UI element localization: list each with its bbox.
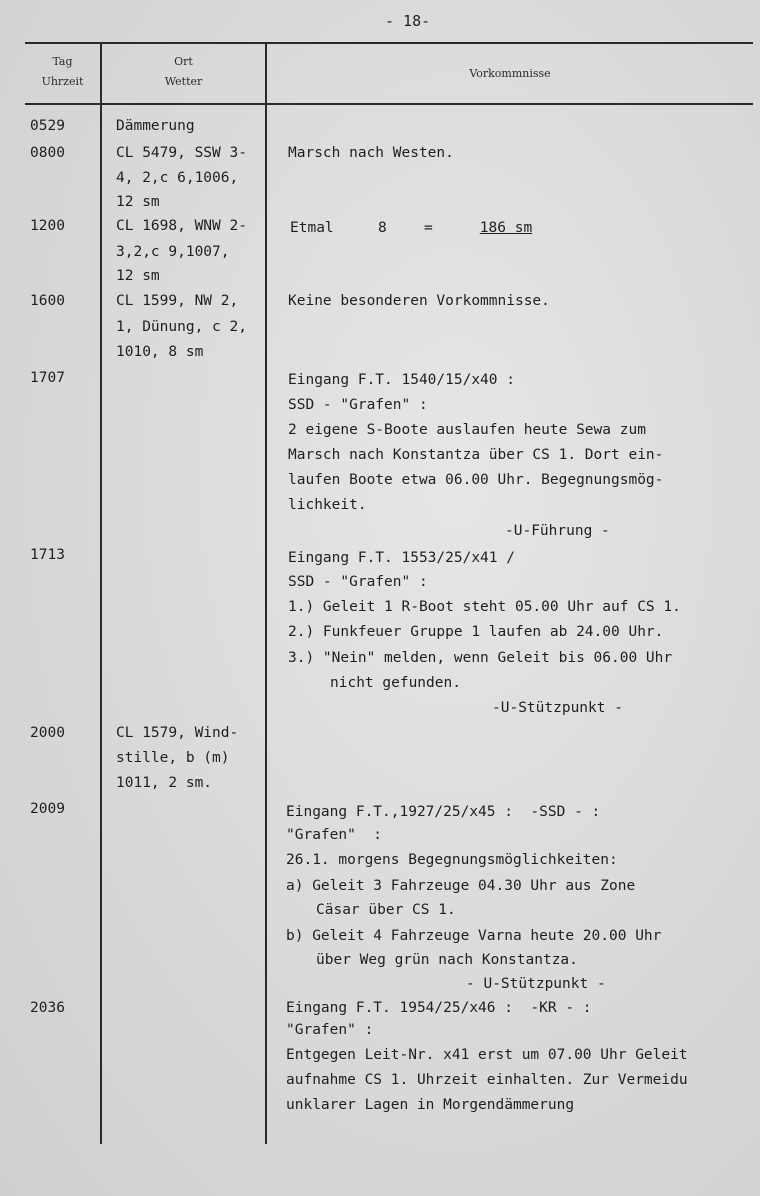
row-event: 1.) Geleit 1 R-Boot steht 05.00 Uhr auf CS 1. bbox=[288, 599, 681, 615]
row-event: SSD - "Grafen" : bbox=[288, 574, 428, 590]
header-col-events: Vorkommnisse bbox=[469, 67, 551, 80]
etmal-equals: = bbox=[424, 220, 433, 236]
row-event: Eingang F.T. 1553/25/x41 / bbox=[288, 550, 515, 566]
row-time: 1600 bbox=[30, 293, 65, 309]
row-event: Entgegen Leit-Nr. x41 erst um 07.00 Uhr Geleit bbox=[286, 1047, 688, 1063]
row-time: 0800 bbox=[30, 145, 65, 161]
row-weather: CL 1698, WNW 2- bbox=[116, 218, 247, 234]
table-header-rule bbox=[25, 103, 753, 105]
row-event: 26.1. morgens Begegnungsmöglichkeiten: bbox=[286, 852, 618, 868]
header-col-time: Tag Uhrzeit bbox=[41, 55, 84, 88]
row-time: 0529 bbox=[30, 118, 65, 134]
row-event: Eingang F.T.,1927/25/x45 : -SSD - : bbox=[286, 804, 601, 820]
row-event: Eingang F.T. 1954/25/x46 : -KR - : bbox=[286, 1000, 592, 1016]
row-time: 2000 bbox=[30, 725, 65, 741]
row-weather: 12 sm bbox=[116, 268, 160, 284]
row-event: lichkeit. bbox=[288, 497, 367, 513]
row-event: Marsch nach Westen. bbox=[288, 145, 454, 161]
row-event: Eingang F.T. 1540/15/x40 : bbox=[288, 372, 515, 388]
row-event: "Grafen" : bbox=[286, 1022, 374, 1038]
row-time: 2036 bbox=[30, 1000, 65, 1016]
row-time: 2009 bbox=[30, 801, 65, 817]
row-event: aufnahme CS 1. Uhrzeit einhalten. Zur Vermeidu bbox=[286, 1072, 688, 1088]
row-event: Marsch nach Konstantza über CS 1. Dort ein- bbox=[288, 447, 664, 463]
page-number: - 18- bbox=[385, 12, 431, 30]
etmal-symbol: 8 bbox=[378, 220, 387, 236]
row-signature: -U-Stützpunkt - bbox=[492, 700, 623, 716]
row-event: b) Geleit 4 Fahrzeuge Varna heute 20.00 Uhr bbox=[286, 928, 662, 944]
row-event: SSD - "Grafen" : bbox=[288, 397, 428, 413]
row-time: 1713 bbox=[30, 547, 65, 563]
row-weather: 1, Dünung, c 2, bbox=[116, 319, 247, 335]
header-col-weather: Ort Wetter bbox=[164, 55, 203, 88]
row-time: 1707 bbox=[30, 370, 65, 386]
row-event: laufen Boote etwa 06.00 Uhr. Begegnungsmög- bbox=[288, 472, 664, 488]
row-event: nicht gefunden. bbox=[330, 675, 461, 691]
row-event: "Grafen" : bbox=[286, 827, 383, 843]
row-weather: 1010, 8 sm bbox=[116, 344, 204, 360]
row-event: 2 eigene S-Boote auslaufen heute Sewa zum bbox=[288, 422, 646, 438]
row-weather: Dämmerung bbox=[116, 118, 195, 134]
row-event: über Weg grün nach Konstantza. bbox=[316, 952, 578, 968]
row-signature: -U-Führung - bbox=[505, 523, 610, 539]
row-weather: 3,2,c 9,1007, bbox=[116, 244, 230, 260]
row-event: 2.) Funkfeuer Gruppe 1 laufen ab 24.00 Uhr. bbox=[288, 624, 664, 640]
row-weather: CL 1599, NW 2, bbox=[116, 293, 239, 309]
row-weather: 12 sm bbox=[116, 194, 160, 210]
row-time: 1200 bbox=[30, 218, 65, 234]
row-weather: CL 5479, SSW 3- bbox=[116, 145, 247, 161]
row-weather: 1011, 2 sm. bbox=[116, 775, 213, 791]
row-event: Keine besonderen Vorkommnisse. bbox=[288, 293, 550, 309]
row-weather: CL 1579, Wind- bbox=[116, 725, 239, 741]
row-weather: stille, b (m) bbox=[116, 750, 230, 766]
row-signature: - U-Stützpunkt - bbox=[466, 976, 606, 992]
row-event: 3.) "Nein" melden, wenn Geleit bis 06.00 Uhr bbox=[288, 650, 673, 666]
row-event: a) Geleit 3 Fahrzeuge 04.30 Uhr aus Zone bbox=[286, 878, 636, 894]
etmal-value: 186 sm bbox=[479, 220, 533, 236]
row-weather: 4, 2,c 6,1006, bbox=[116, 170, 239, 186]
row-event: unklarer Lagen in Morgendämmerung bbox=[286, 1097, 575, 1113]
column-divider-1 bbox=[100, 42, 102, 1144]
etmal-label: Etmal bbox=[290, 220, 334, 236]
column-divider-2 bbox=[265, 42, 267, 1144]
table-top-rule bbox=[25, 42, 753, 44]
row-event: Cäsar über CS 1. bbox=[316, 902, 456, 918]
